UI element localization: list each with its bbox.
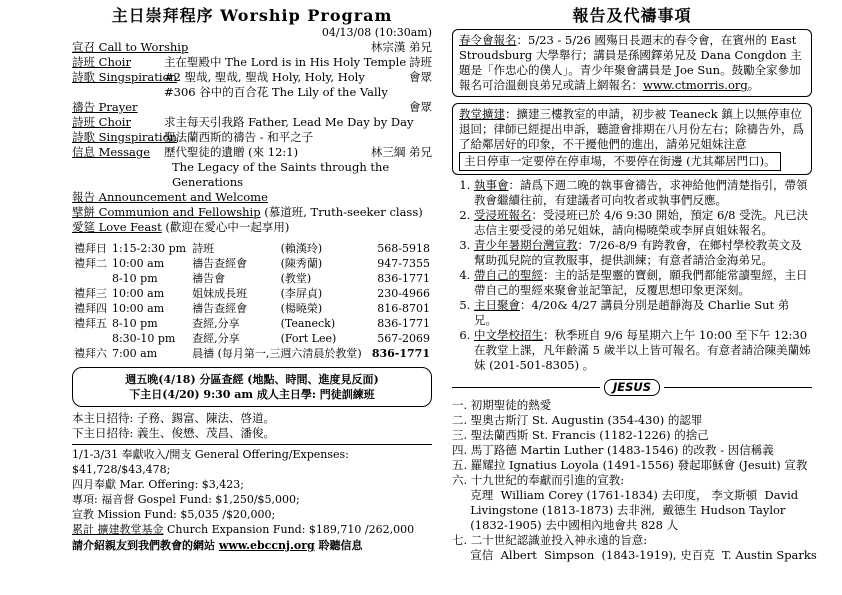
spring-retreat-end: 。 (747, 78, 760, 92)
program-item (72, 85, 432, 100)
schedule-day: 禮拜五 (74, 317, 107, 330)
outline-line: 五. 羅耀拉 Ignatius Loyola (1491-1556) 發起耶穌會 (Jesuit) 宣教 (452, 458, 808, 472)
church-expansion-label: 教堂擴建 (459, 107, 505, 121)
greeters-next-week: 下主日招待: 義生、俊懋、茂昌、潘俊。 (72, 426, 276, 440)
schedule-day: 禮拜日 (74, 242, 107, 255)
offering-general: 1/1-3/31 奉獻收入/開支 General Offering/Expenses: $41,728/$43,478; (72, 448, 349, 476)
program-item (72, 115, 432, 130)
schedule-phone: 816-8701 (377, 302, 430, 315)
schedule-phone: 568-5918 (377, 242, 430, 255)
outline-line: (1832-1905) 去中國相內地會共 828 人 (452, 518, 679, 532)
program-item-text: 歷代聖徒的遺贈 (來 12:1) (164, 145, 299, 159)
communion-label: 擘餅 Communion and Fellowship (72, 205, 261, 219)
program-list (72, 40, 432, 235)
scroll-line: 週五晚(4/18) 分區查經 (地點、時間、進度見反面) (125, 373, 379, 386)
note-item (474, 328, 812, 373)
schedule-row (72, 256, 432, 271)
service-date: 04/13/08 (10:30am) (321, 26, 432, 39)
divider-line (664, 387, 812, 388)
announcements-title: 報告及代禱事項 (572, 6, 692, 25)
program-item-text: 主在聖殿中 The Lord is in His Holy Temple (164, 55, 407, 69)
note-text: ：秋季班自 9/6 每星期六上午 10:00 至下午 12:30 在教堂上課，凡年齡滿 5 歲半以上皆可報名。有意者請洽陳美蘭姊妹 (201-501-8305) 。 (474, 328, 811, 372)
schedule-phone: 836-1771 (377, 317, 430, 330)
schedule-row (72, 271, 432, 286)
fund-expansion (72, 522, 432, 537)
schedule-contact: (Fort Lee) (280, 332, 337, 345)
schedule-event: 禱告查經會 (192, 302, 248, 315)
schedule-phone: 947-7355 (377, 257, 430, 270)
announcement-label: 報告 Announcement and Welcome (72, 190, 268, 204)
program-item (72, 70, 432, 85)
program-item-label: 詩班 Choir (72, 115, 131, 129)
program-item-text: 求主每天引我路 Father, Lead Me Day by Day (164, 115, 414, 129)
program-item-label: 詩歌 Singspiration (72, 70, 177, 84)
program-item (72, 100, 432, 115)
schedule-event: 詩班 (192, 242, 215, 255)
outline-line: 七. 二十世紀認識並投入神永遠的旨意: (452, 533, 648, 547)
weekly-schedule-table (72, 241, 432, 361)
note-item (474, 238, 812, 268)
sermon-outline (452, 398, 817, 563)
program-item-text: 聖法蘭西斯的禱告 - 和平之子 (164, 130, 314, 144)
schedule-day (72, 271, 110, 286)
schedule-row (72, 331, 432, 346)
note-label: 帶自己的聖經 (474, 268, 543, 282)
fund-expansion-text: Church Expansion Fund: $189,710 /262,000 (163, 523, 415, 536)
church-expansion-box (452, 103, 812, 175)
program-item-label: 禱告 Prayer (72, 100, 138, 114)
spring-retreat-text: ：5/23 - 5/26 國殤日長週末的春令會，在賓州的 East Stroudsburg 大學舉行；講員是孫國鐸弟兄及 Dana Congdon 主題是「作忠心的僕人」。青少年聚會講員是 Joe Sun。鼓勵全家參加報名可洽溫劍良弟兄或請上網報名： (459, 33, 802, 92)
program-item-label: 宣召 Call to Worship (72, 40, 189, 54)
schedule-day: 禮拜四 (74, 302, 107, 315)
schedule-day: 禮拜三 (74, 287, 107, 300)
schedule-row (72, 316, 432, 331)
program-item-person: 詩班 (409, 55, 432, 69)
scroll-line: 下主日(4/20) 9:30 am 成人主日學: 門徒訓練班 (129, 388, 375, 401)
program-item-person: 會眾 (409, 70, 432, 84)
love-feast-line (72, 220, 432, 235)
program-item (72, 55, 432, 70)
schedule-time: 8-10 pm (111, 272, 158, 285)
schedule-row (72, 286, 432, 301)
schedule-contact: (陳秀蘭) (280, 257, 323, 270)
communion-note: (慕道班, Truth-seeker class) (260, 205, 423, 219)
note-item (474, 208, 812, 238)
schedule-time: 1:15-2:30 pm (111, 242, 187, 255)
communion-line (72, 205, 432, 220)
note-label: 主日聚會 (474, 298, 520, 312)
note-text: ：4/20& 4/27 講員分別是趙靜海及 Charlie Sut 弟兄。 (474, 298, 790, 327)
note-item (474, 298, 812, 328)
website-link[interactable]: www.ebccnj.org (218, 539, 315, 552)
outline-line: 六. 十九世紀的奉獻而引進的宣教: (452, 473, 625, 487)
schedule-phone: 567-2069 (377, 332, 430, 345)
schedule-row (72, 346, 432, 361)
website-prefix: 請介紹親友到我們教會的網站 (72, 539, 219, 552)
schedule-event: 禱告會 (192, 272, 226, 285)
schedule-phone: 836-1771 (377, 272, 430, 285)
spring-retreat-link[interactable]: www.ctmorris.org (643, 78, 748, 92)
note-item (474, 268, 812, 298)
message-english-title: The Legacy of the Saints through the Generations (172, 160, 390, 189)
program-item-label (72, 85, 164, 100)
schedule-phone: 230-4966 (377, 287, 430, 300)
outline-line: 四. 馬丁路德 Martin Luther (1483-1546) 的改教 - 因信稱義 (452, 443, 774, 457)
program-item (72, 145, 432, 160)
schedule-event: 禱告查經會 (192, 257, 248, 270)
outline-line: 一. 初期聖徒的熱愛 (452, 398, 552, 412)
spring-retreat-label: 春令會報名 (459, 33, 517, 47)
schedule-contact: (教堂) (280, 272, 312, 285)
greeters-this-week: 本主日招待: 子務、錫富、陳法、啓道。 (72, 411, 276, 425)
fund-expansion-label: 累計 擴建教堂基金 (72, 523, 164, 536)
jesus-divider (452, 379, 812, 396)
note-label: 青少年暑期台灣宣教 (474, 238, 578, 252)
upcoming-events-scroll (72, 367, 432, 407)
program-item-person: 林三綱 弟兄 (370, 145, 432, 159)
website-line (72, 538, 432, 553)
note-item (474, 178, 812, 208)
schedule-day: 禮拜六 (74, 347, 107, 360)
schedule-contact: (Teaneck) (280, 317, 336, 330)
jesus-emblem: JESUS (604, 379, 660, 396)
schedule-event: 查經,分享 (192, 317, 240, 330)
schedule-day: 禮拜二 (74, 257, 107, 270)
divider (72, 444, 432, 445)
schedule-event: 查經,分享 (192, 332, 240, 345)
program-item (72, 40, 432, 55)
schedule-event: 姐妹成長班 (192, 287, 248, 300)
note-text: ：請爲下週二晚的執事會禱告，求神給他們清楚指引，帶領教會繼續往前，有建議者可向牧者或執事們反應。 (474, 178, 808, 207)
schedule-event: 晨禱 (每月第一,三週六清晨於教堂) (192, 347, 362, 360)
schedule-day (72, 331, 110, 346)
outline-line: 二. 聖奧古斯汀 St. Augustin (354-430) 的認罪 (452, 413, 703, 427)
program-item-text: #2 聖哉, 聖哉, 聖哉 Holy, Holy, Holy (164, 70, 365, 84)
announcements-column (452, 0, 817, 563)
schedule-time: 8-10 pm (111, 317, 158, 330)
schedule-phone: 836-1771 (371, 347, 430, 360)
notes-list (452, 178, 812, 373)
love-feast-label: 愛筵 Love Feast (72, 220, 162, 234)
outline-line: 宣信 Albert Simpson (1843-1919), 史百克 T. Austin Sparks (452, 548, 817, 562)
program-item-person: 會眾 (409, 100, 432, 114)
note-label: 受浸班報名 (474, 208, 532, 222)
program-item (72, 130, 432, 145)
schedule-time: 10:00 am (111, 287, 165, 300)
program-item-label: 信息 Message (72, 145, 151, 159)
schedule-time: 10:00 am (111, 302, 165, 315)
note-label: 執事會 (474, 178, 509, 192)
program-item-label: 詩班 Choir (72, 55, 131, 69)
offering-march: 四月奉獻 Mar. Offering: $3,423; (72, 478, 245, 491)
schedule-row (72, 241, 432, 256)
program-item-person: 林宗漢 弟兄 (370, 40, 432, 54)
schedule-contact: (楊曉榮) (280, 302, 323, 315)
note-text: ：7/26-8/9 有跨教會，在鄉村學校教英文及幫助孤兒院的宣教服事，提供訓練；有意者請洽金海弟兄。 (474, 238, 802, 267)
schedule-time: 10:00 am (111, 257, 165, 270)
church-expansion-text: ：擴建三樓教室的申請，初步被 Teaneck 鎮上以無停車位退回；律師已經提出申訴，聽證會排期在八月份左右；除禱告外，爲了給鄰居好的印象，不干擾他們的進出，請弟兄姐妹注意 (459, 107, 804, 151)
schedule-contact: (李屏貞) (280, 287, 323, 300)
outline-line: 克理 William Corey (1761-1834) 去印度， 李文斯頓 David (452, 488, 799, 502)
spring-retreat-box (452, 29, 812, 97)
announcement-line (72, 190, 432, 205)
schedule-time: 8:30-10 pm (111, 332, 176, 345)
note-text: ：主的話是聖靈的寶劍，願我們都能常讀聖經，主日帶自己的聖經來聚會並記筆記，反覆思想印象更深刻。 (474, 268, 808, 297)
note-label: 中文學校招生 (474, 328, 543, 342)
program-item-label: 詩歌 Singspiration (72, 130, 177, 144)
website-suffix: 聆聽信息 (314, 539, 363, 552)
note-text: ：受浸班已於 4/6 9:30 開始，預定 6/8 受洗。凡已決志信主要受浸的弟兄姐妹，請向楊曉榮或李屏貞姐妹報名。 (474, 208, 809, 237)
schedule-contact: (賴漢玲) (280, 242, 323, 255)
worship-program-column (72, 0, 432, 553)
outline-line: Livingstone (1813-1873) 去非洲, 戴德生 Hudson Taylor (452, 503, 786, 517)
divider-line (452, 387, 600, 388)
fund-mission: 宣教 Mission Fund: $5,035 /$20,000; (72, 508, 276, 521)
fund-gospel: 專項: 福音督 Gospel Fund: $1,250/$5,000; (72, 493, 300, 506)
schedule-row (72, 301, 432, 316)
outline-line: 三. 聖法蘭西斯 St. Francis (1182-1226) 的捨己 (452, 428, 709, 442)
schedule-time: 7:00 am (111, 347, 158, 360)
love-feast-note: (歡迎在愛心中一起享用) (161, 220, 290, 234)
program-title: 主日崇拜程序 Worship Program (111, 6, 393, 25)
program-item-text: #306 谷中的百合花 The Lily of the Vally (164, 85, 388, 99)
parking-notice: 主日停車一定要停在停車場，不要停在街邊 (尤其鄰居門口)。 (459, 152, 781, 171)
